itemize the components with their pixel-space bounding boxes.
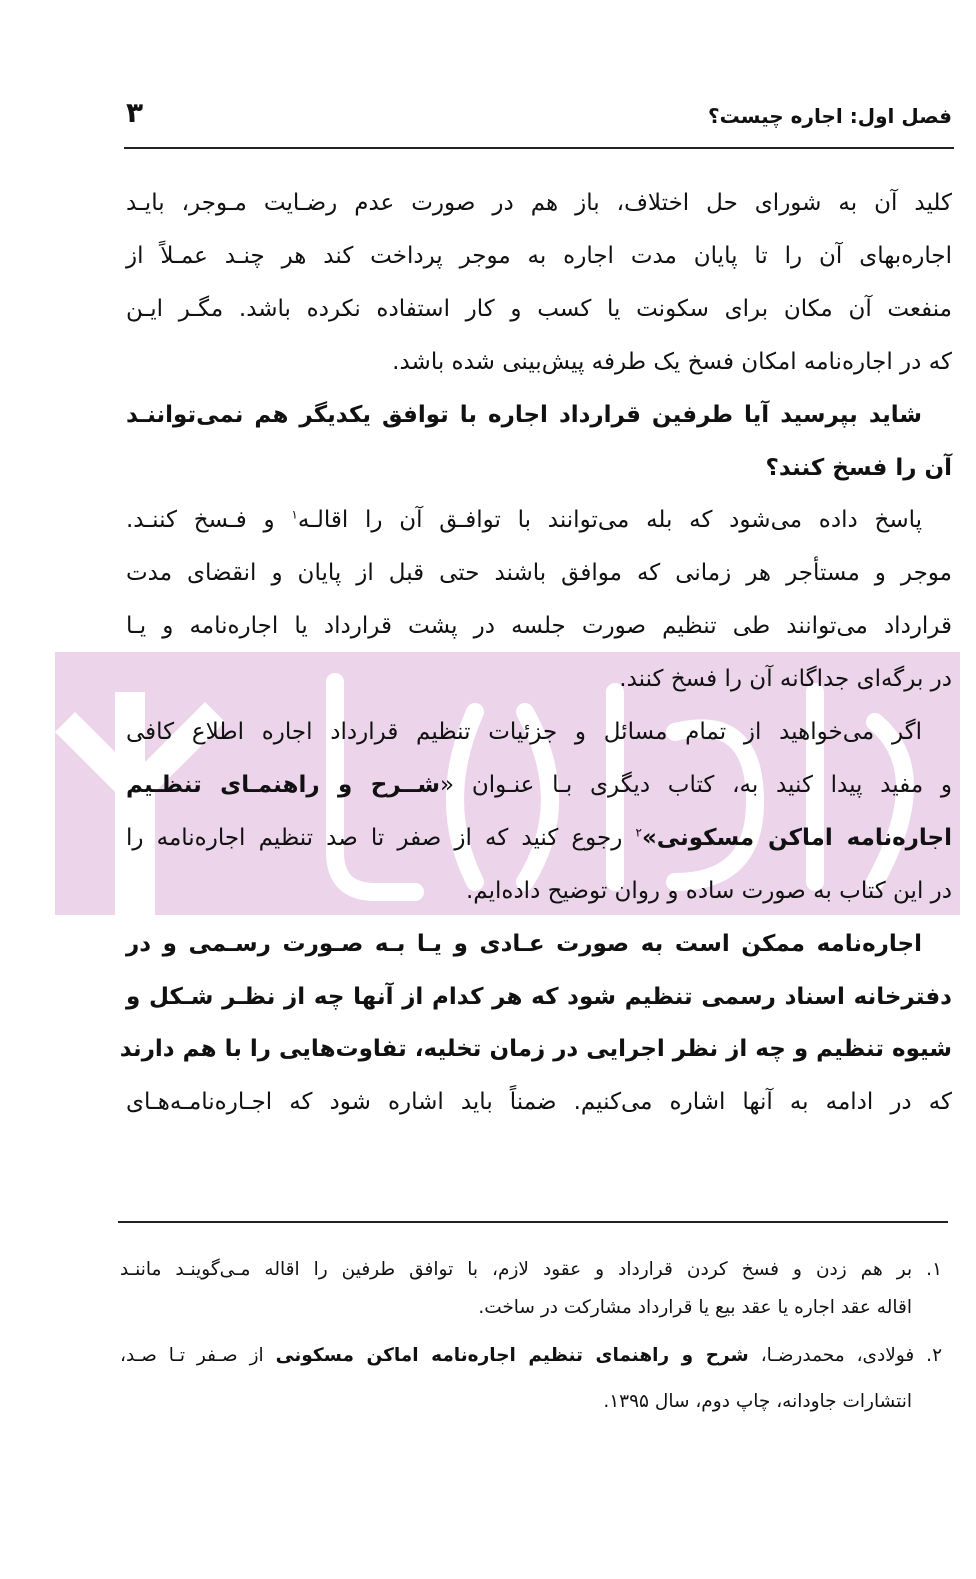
- paragraph-line: [126, 600, 952, 652]
- paragraph-line: [126, 177, 952, 229]
- text-run: که در اجاره‌نامه امکان فسخ یک طرفه پیش‌بینی شده باشد.: [392, 348, 952, 375]
- page-number: ۳: [126, 96, 144, 129]
- text-run: موجر و مستأجر هر زمانی که موافق باشند حتی قبل از پایان و انقضای مدت: [126, 560, 952, 587]
- bold-text: دفترخانه اسناد رسمی تنظیم شود که هر کدام از آنها چه از نظـر شـکل و: [126, 983, 952, 1010]
- paragraph-line: [126, 336, 952, 388]
- footnote-line: [120, 1334, 942, 1378]
- text-run: انتشارات جاودانه، چاپ دوم، سال ۱۳۹۵.: [603, 1391, 912, 1412]
- text-run: و فـسخ کننـد.: [126, 507, 292, 534]
- paragraph-line: [126, 706, 952, 758]
- text-run: اگر می‌خواهید از تمام مسائل و جزئیات تنظیم قرارداد اجاره اطلاع کافی: [126, 719, 922, 745]
- chapter-title: فصل اول: اجاره چیست؟: [708, 104, 952, 128]
- header-rule: [124, 147, 954, 149]
- paragraph-line: [126, 865, 952, 917]
- paragraph-line: [126, 442, 952, 494]
- text-run: ۱. بر هم زدن و فسخ کردن قرارداد و عقود لازم، با توافق طرفین را اقاله مـی‌گوینـد ماننـد: [120, 1259, 942, 1280]
- text-run: پاسخ داده می‌شود که بله می‌توانند با توافـق آن را اقالـه: [297, 507, 922, 534]
- footnote-line: [120, 1380, 942, 1424]
- text-run: اجاره‌بهای آن را تا پایان مدت اجاره به موجر پرداخت کند هر چنـد عمـلاً از: [126, 242, 952, 269]
- paragraph-line: [126, 653, 952, 705]
- paragraph-line: [126, 283, 952, 335]
- bold-text: شرح و راهنمای تنظیم اجاره‌نامه اماکن مسکونی: [275, 1345, 749, 1366]
- text-run: در برگه‌ای جداگانه آن را فسخ کنند.: [619, 666, 952, 693]
- paragraph-line: [126, 547, 952, 599]
- text-run: قرارداد می‌توانند طی تنظیم صورت جلسه در پشت قرارداد یا اجاره‌نامه و یـا: [126, 613, 952, 640]
- bold-text: آن را فسخ کنند؟: [765, 454, 952, 481]
- paragraph-line: [126, 230, 952, 282]
- paragraph-line: [126, 812, 952, 864]
- text-run: و مفید پیدا کنید به، کتاب دیگری بـا عنـوان «: [440, 771, 952, 798]
- bold-text: شــرح و راهنمـای تنظـیم: [126, 771, 441, 798]
- text-run: که در ادامه به آنها اشاره می‌کنیم. ضمناً باید اشاره شود که اجـاره‌نامـه‌هـای: [126, 1089, 952, 1116]
- text-run: رجوع کنید که از صفر تا صد تنظیم اجاره‌نامه را: [126, 824, 636, 851]
- paragraph-line: [126, 759, 952, 811]
- bold-text: اجاره‌نامه اماکن مسکونی»: [641, 824, 953, 851]
- paragraph-line: [126, 971, 952, 1023]
- footnote-rule: [118, 1221, 948, 1223]
- bold-text: اجاره‌نامه ممکن است به صورت عـادی و یـا بـه صـورت رسـمی و در: [126, 930, 922, 957]
- bold-text: شیوه تنظیم و چه از نظر اجرایی در زمان تخلیه، تفاوت‌هایی را با هم دارند: [119, 1036, 952, 1063]
- text-run: از صـفر تـا صـد،: [120, 1345, 276, 1366]
- paragraph-line: [126, 1076, 952, 1128]
- text-run: کلید آن به شورای حل اختلاف، باز هم در صورت عدم رضـایت مـوجر، بایـد: [126, 190, 952, 216]
- paragraph-line: [126, 494, 952, 546]
- paragraph-line: [126, 389, 952, 441]
- footnote-line: [120, 1286, 942, 1330]
- paragraph-line: [119, 1023, 952, 1075]
- text-run: منفعت آن مکان برای سکونت یا کسب و کار استفاده نکرده باشد. مگـر ایـن: [126, 295, 952, 322]
- footnote-marker: ۲: [635, 825, 642, 840]
- text-run: اقاله عقد اجاره یا عقد بیع یا قرارداد مشارکت در ساخت.: [478, 1297, 912, 1318]
- paragraph-line: [126, 918, 952, 970]
- text-run: ۲. فولادی، محمدرضـا،: [748, 1345, 942, 1366]
- text-run: در این کتاب به صورت ساده و روان توضیح داده‌ایم.: [465, 877, 952, 904]
- bold-text: شاید بپرسید آیا طرفین قرارداد اجاره با توافق یکدیگر هم نمی‌تواننـد: [126, 401, 922, 428]
- footnote-marker: ۱: [291, 507, 298, 522]
